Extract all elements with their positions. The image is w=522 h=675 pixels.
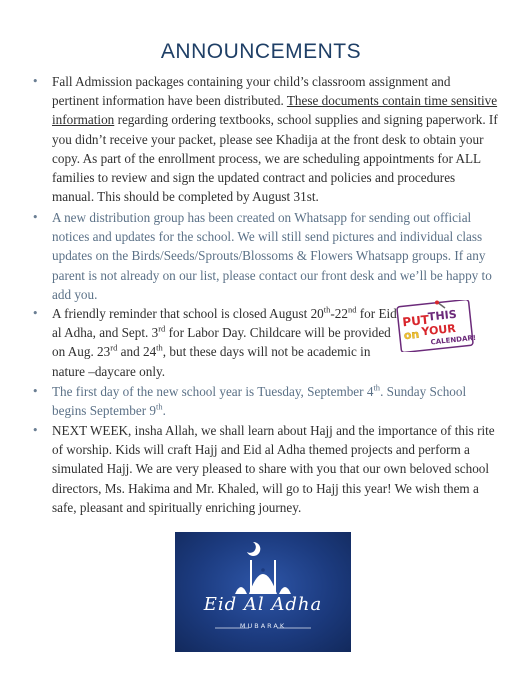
superscript: th [323,304,331,315]
small-dome-right [279,587,291,594]
text-segment: A friendly reminder that school is closed August 20 [52,306,324,321]
bullet: • [32,424,39,437]
bullet: • [32,75,39,88]
badge-word: PUT [401,312,430,330]
announcement-text [52,304,404,381]
superscript: rd [110,343,118,354]
text-segment: , but these days will not be academic in nature –daycare only. [52,344,371,379]
announcement-text: NEXT WEEK, insha Allah, we shall learn about Hajj and the importance of this rite of worship. Kids will craft Hajj and Eid al Adha themed projects and perform a simulated Hajj. We are very pleased to share with you that our own beloved school directors, Ms. Hakima and Mr. Khaled, will go to Hajj this year! We wish them a safe, pleasant and spiritually enriching journey. [52,423,495,515]
superscript: th [156,401,163,412]
text-segment: The first day of the new school year is Tuesday, September 4 [52,384,374,399]
calendar-badge-graphic [393,300,477,352]
text-segment: . Sunday School begins September 9 [52,384,467,419]
text-segment: -22 [330,306,348,321]
dome-ornament [261,568,265,572]
superscript: nd [347,304,357,315]
badge-word: YOUR [420,321,457,339]
mosque-illustration [175,532,351,652]
text-segment: and 24 [117,344,157,360]
text-segment: . [162,403,166,419]
pin-head-icon [435,301,439,305]
small-dome-left [235,587,247,594]
announcement-text [52,382,498,420]
announcement-text [52,72,498,206]
bullet: • [32,211,39,224]
text-segment: for Labor Day. Childcare will be provided on Aug. 23 [52,325,391,360]
page-title: ANNOUNCEMENTS [160,40,362,63]
superscript: th [156,343,163,354]
text-segment: Fall Admission packages containing your child’s classroom assignment and pertinent information have been distributed. [52,74,451,109]
mubarak-label: MUBARAK [239,622,287,630]
eid-al-adha-image [175,532,351,652]
eid-al-adha-script: Eid Al Adha [203,594,323,615]
bullet: • [32,307,39,320]
crescent-moon-icon [247,542,260,556]
text-segment: for Eid al Adha, and Sept. 3 [52,306,397,341]
badge-word: on [403,327,420,343]
underlined-notice: These documents contain time sensitive information [52,93,498,128]
superscript: th [373,382,381,393]
badge-word: THIS [427,307,458,324]
text-segment: regarding ordering textbooks, school supplies and signing paperwork. If you didn’t receive your packet, please see Khadija at the front desk to obtain your copy. As part of the enrollment process, we are scheduling appointments for ALL families to review and sign the updated contract and policies and procedures manual. This should be completed by August 31st. [52,112,498,205]
announcement-text: A new distribution group has been created on Whatsapp for sending out official notices and updates for the school. We will still send pictures and individual class updates on the Birds/Seeds/Sprouts/Blossoms & Flowers Whatsapp groups. If any parent is not already on our list, please contact our front desk and we’ll be happy to add you. [52,210,492,302]
superscript: rd [158,323,166,334]
mosque-dome-icon [249,574,277,594]
badge-word: CALENDAR! [430,333,477,347]
bullet: • [32,385,39,398]
put-this-on-your-calendar-badge [393,300,477,352]
